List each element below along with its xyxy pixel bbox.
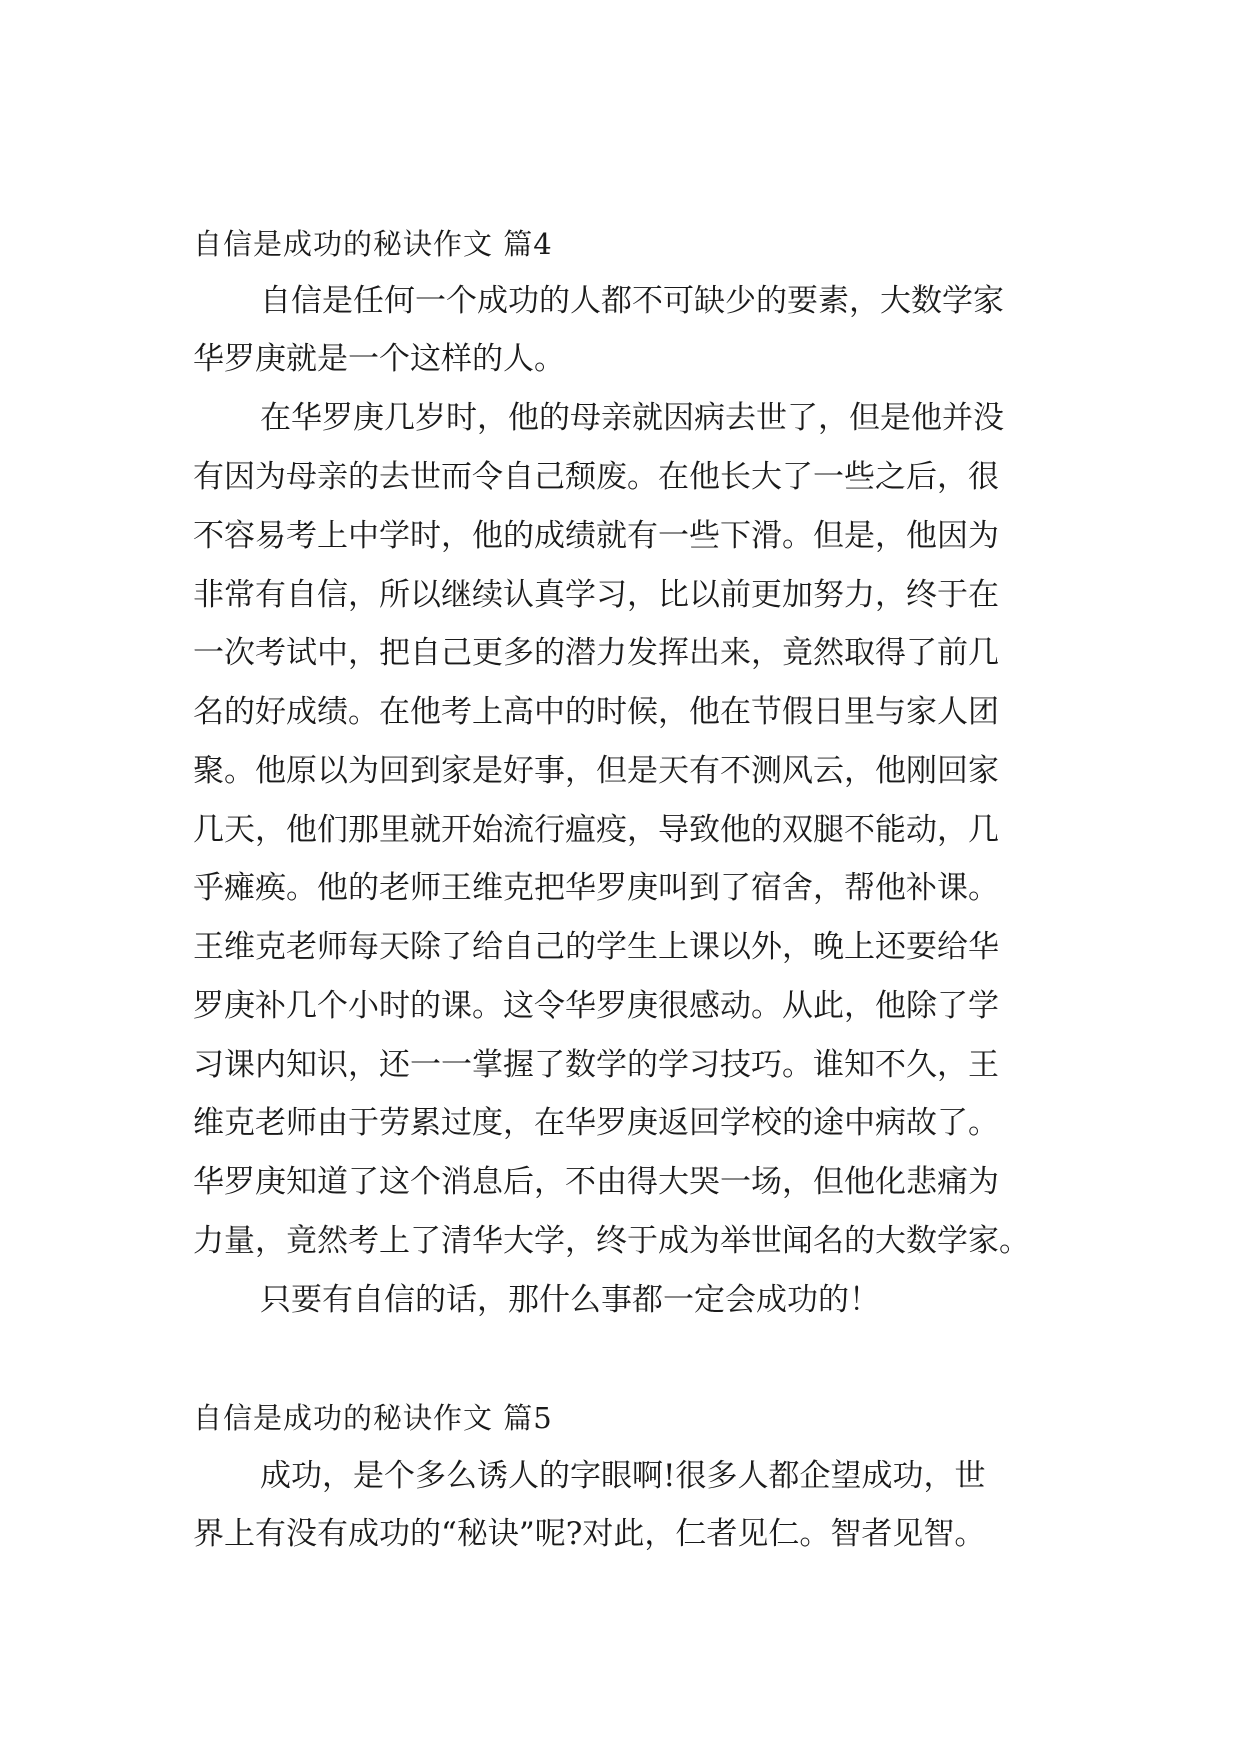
section-4-line-5: 不容易考上中学时，他的成绩就有一些下滑。但是，他因为 <box>193 518 999 554</box>
section-4-line-10: 几天，他们那里就开始流行瘟疫，导致他的双腿不能动，几 <box>193 812 999 848</box>
section-4-line-15: 维克老师由于劳累过度，在华罗庚返回学校的途中病故了。 <box>193 1105 999 1141</box>
section-5-heading: 自信是成功的秘诀作文 篇5 <box>193 1401 553 1435</box>
section-4-closing-line: 只要有自信的话，那什么事都一定会成功的！ <box>260 1282 880 1318</box>
section-4-line-6: 非常有自信，所以继续认真学习，比以前更加努力，终于在 <box>193 577 999 613</box>
section-4-line-14: 习课内知识，还一一掌握了数学的学习技巧。谁知不久，王 <box>193 1047 999 1083</box>
section-5-line-1: 成功，是个多么诱人的字眼啊!很多人都企望成功，世 <box>260 1458 986 1494</box>
section-4-line-17: 力量，竟然考上了清华大学，终于成为举世闻名的大数学家。 <box>193 1223 1030 1259</box>
section-4-line-13: 罗庚补几个小时的课。这令华罗庚很感动。从此，他除了学 <box>193 988 999 1024</box>
section-4-line-9: 聚。他原以为回到家是好事，但是天有不测风云，他刚回家 <box>193 753 999 789</box>
section-4-line-7: 一次考试中，把自己更多的潜力发挥出来，竟然取得了前几 <box>193 635 999 671</box>
section-4-line-12: 王维克老师每天除了给自己的学生上课以外，晚上还要给华 <box>193 929 999 965</box>
section-4-line-1: 自信是任何一个成功的人都不可缺少的要素，大数学家 <box>260 283 1004 319</box>
section-5-line-2: 界上有没有成功的“秘诀”呢?对此，仁者见仁。智者见智。 <box>193 1516 986 1552</box>
section-4-heading: 自信是成功的秘诀作文 篇4 <box>193 227 553 261</box>
section-4-line-4: 有因为母亲的去世而令自己颓废。在他长大了一些之后，很 <box>193 459 999 495</box>
section-4-line-2: 华罗庚就是一个这样的人。 <box>193 341 565 377</box>
section-4-line-16: 华罗庚知道了这个消息后，不由得大哭一场，但他化悲痛为 <box>193 1164 999 1200</box>
section-4-line-3: 在华罗庚几岁时，他的母亲就因病去世了，但是他并没 <box>260 400 1004 436</box>
section-4-line-8: 名的好成绩。在他考上高中的时候，他在节假日里与家人团 <box>193 694 999 730</box>
section-4-line-11: 乎瘫痪。他的老师王维克把华罗庚叫到了宿舍，帮他补课。 <box>193 870 999 906</box>
